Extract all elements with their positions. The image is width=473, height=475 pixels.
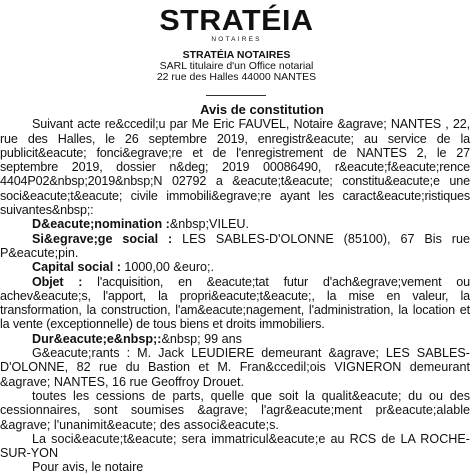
capital-value: 1000,00 &euro;. xyxy=(124,260,215,275)
logo-subtitle: NOTAIRES xyxy=(211,36,262,43)
duree-row xyxy=(0,332,470,346)
cessions-paragraph: toutes les cessions de parts, quelle que soit la qualit&eacute; du ou des cessionnaires, sont soumises &agrave; l'agr&eacute;ment pr&eacute;alable &agrave; l'unanimit&eacute; des associ&eacute;s. xyxy=(0,388,470,432)
capital-row xyxy=(0,260,470,274)
signoff: Pour avis, le notaire xyxy=(32,460,144,475)
denomination-row xyxy=(0,217,470,231)
notice-body xyxy=(0,103,470,475)
header-divider xyxy=(206,95,266,96)
notice-intro: Suivant acte re&ccedil;u par Me Eric FAUVEL, Notaire &agrave; NANTES , 22, rue des Halles, le 26 septembre 2019, enregistr&eacute; au service de la publicit&eacute; fonci&egrave;re et de l'enregistrement de NANTES 2, le 27 septembre 2019, dossier n&deg; 2019 00086490, r&eacute;f&eacute;rence 4404P02&nbsp;2019&nbsp;N 02792 a &eacute;t&eacute; constitu&eacute;e une soci&eacute;t&eacute; civile immobili&egrave;re ayant les caract&eacute;ristiques suivantes&nbsp;: xyxy=(0,117,470,218)
notice-title: Avis de constitution xyxy=(200,102,324,117)
objet-row xyxy=(0,275,470,332)
firm-address-line: 22 rue des Halles 44000 NANTES xyxy=(156,71,317,83)
denomination-label: D&eacute;nomination : xyxy=(32,217,170,232)
logo-wordmark: STRATÉIA xyxy=(159,5,314,37)
stratéia-logo xyxy=(0,6,473,44)
firm-name: STRATÉIA NOTAIRES xyxy=(182,49,291,61)
firm-legal-line: SARL titulaire d'un Office notarial xyxy=(159,60,314,72)
capital-label: Capital social : xyxy=(32,260,121,275)
duree-label: Dur&eacute;e&nbsp;: xyxy=(32,331,162,346)
firm-masthead xyxy=(0,50,473,83)
objet-value: l'acquisition, en &eacute;tat futur d'ach&egrave;vement ou achev&eacute;s, l'apport, la propri&eacute;t&eacute;, la mise en valeur, la transformation, la construction, l'am&eacute;nagement, l'administration, la location et la vente (exceptionnelle) de tous biens et droits immobiliers. xyxy=(0,274,470,332)
siege-value: LES SABLES-D'OLONNE (85100), 67 Bis rue P&eacute;pin. xyxy=(0,231,471,260)
siege-row xyxy=(0,232,470,261)
duree-value: &nbsp; 99 ans xyxy=(161,331,242,346)
objet-label: Objet : xyxy=(32,274,83,289)
siege-label: Si&egrave;ge social : xyxy=(32,231,173,246)
gerants-paragraph: G&eacute;rants : M. Jack LEUDIERE demeurant &agrave; LES SABLES-D'OLONNE, 82 rue du Bastion et M. Fran&ccedil;ois VIGNERON demeurant &agrave; NANTES, 16 rue Geoffroy Drouet. xyxy=(0,346,470,389)
registration-paragraph: La soci&eacute;t&eacute; sera immatricul&eacute;e au RCS de LA ROCHE-SUR-YON xyxy=(0,431,470,461)
denomination-value: &nbsp;VILEU. xyxy=(169,217,249,232)
